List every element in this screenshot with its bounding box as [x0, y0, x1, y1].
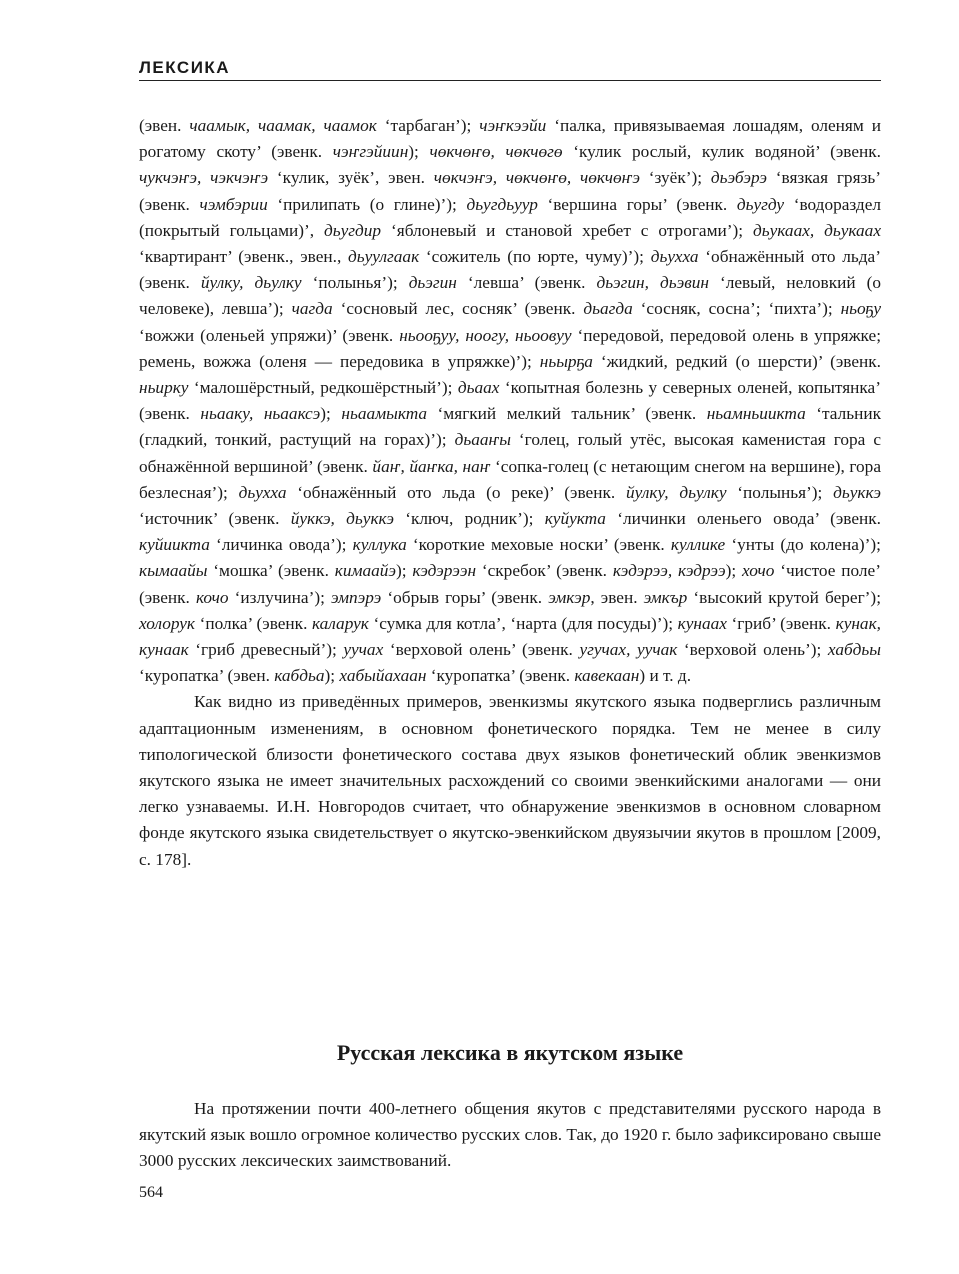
italic-term: чөкчөҥө, чөкчөгө — [429, 142, 563, 162]
text-run: ‘ключ, родник’); — [394, 509, 545, 529]
paragraph-intro: На протяжении почти 400-летнего общения якутов с представителями русского народа в якутский язык вошло огромное количество русских слов. Так, до 1920 г. было зафиксировано свыше 3000 русских лексических заимствований. — [139, 1099, 881, 1171]
italic-term: хабдьы — [827, 640, 881, 660]
italic-term: йулку, дьулку — [200, 273, 302, 293]
italic-term: куйиикта — [139, 535, 210, 555]
text-run: ); — [408, 142, 430, 162]
italic-term: йаҥ, йаҥка, наҥ — [372, 456, 491, 476]
italic-term: дьааҥы — [454, 430, 511, 450]
text-run: ‘мягкий мелкий тальник’ (эвенк. — [427, 404, 707, 424]
text-run: ‘левша’ (эвенк. — [456, 273, 597, 293]
italic-term: кунак, кунаак — [139, 613, 881, 660]
text-run: ‘унты (до колена)’); — [725, 535, 881, 555]
italic-term: дьугдир — [324, 220, 382, 240]
italic-term: кэдэрээ, кэдрээ — [612, 561, 726, 581]
text-run: ‘верховой олень’ (эвенк. — [383, 640, 580, 660]
text-run: ‘вязкая грязь’ (эвенк. — [139, 168, 881, 214]
italic-term: йуккэ, дьуккэ — [290, 509, 394, 529]
text-run: ‘скребок’ (эвенк. — [476, 561, 613, 581]
italic-term: холорук — [139, 613, 196, 633]
text-run: ‘полынья’); — [726, 482, 834, 502]
italic-term: хочо — [742, 561, 775, 581]
text-run: ‘верховой олень’); — [677, 640, 828, 660]
text-run: ‘тальник (гладкий, тонкий, растущий на горах)’); — [139, 404, 881, 450]
text-run: ‘сопка-голец (с нетающим снегом на вершине), гора безлесная’); — [139, 456, 881, 502]
text-run: ‘куропатка’ (эвен. — [139, 666, 275, 686]
italic-term: ньооҕуу, ноогу, ньоовуу — [399, 325, 572, 345]
italic-term: дьукаах, дьукаах — [753, 220, 881, 240]
text-run: ‘палка, привязываемая лошадям, оленям и рогатому скоту’ (эвенк. — [139, 116, 881, 162]
text-run: ‘обрыв горы’ (эвенк. — [381, 587, 549, 607]
italic-term: ньааку, ньааксэ — [200, 404, 321, 424]
text-run: ‘прилипать (о глине)’); — [267, 194, 467, 214]
main-text — [139, 113, 881, 873]
italic-term: дьугду — [736, 194, 785, 214]
text-run: ‘гриб древесный’); — [188, 640, 344, 660]
italic-term: ньаамыкта — [341, 404, 428, 424]
text-run: ‘короткие меховые носки’ (эвенк. — [406, 535, 671, 555]
text-run: ‘жидкий, редкий (о шерсти)’ (эвенк. — [592, 351, 881, 371]
italic-term: эмкър — [643, 587, 688, 607]
text-run: ); — [396, 561, 413, 581]
italic-term: дьэгин, дьэвин — [596, 273, 709, 293]
italic-term: дьугдьуур — [466, 194, 538, 214]
text-run: ‘квартирант’ (эвенк., эвен., — [139, 247, 349, 267]
italic-term: ньырҕа — [539, 351, 593, 371]
text-run: ‘кулик, зуёк’, эвен. — [268, 168, 434, 188]
text-run: ); — [320, 404, 342, 424]
text-run: ‘кулик рослый, кулик водяной’ (эвенк. — [562, 142, 881, 162]
text-run: ‘излучина’); — [228, 587, 331, 607]
italic-term: дьэбэрэ — [710, 168, 767, 188]
text-run: ‘передовой, передовой олень в упряжке; ремень, вожжа (оленя — передовика в упряжке)’); — [139, 325, 881, 371]
italic-term: чэҥкээйи — [479, 116, 547, 135]
text-run: ); — [725, 561, 743, 581]
italic-term: куллука — [352, 535, 407, 555]
italic-term: чэмбэрии — [199, 194, 268, 214]
italic-term: куллике — [670, 535, 726, 555]
italic-term: дьуккэ — [833, 482, 881, 502]
italic-term: эмкэр — [548, 587, 591, 607]
text-run: ); — [324, 666, 340, 686]
text-run: ‘куропатка’ (эвенк. — [426, 666, 575, 686]
italic-term: кимаайэ — [334, 561, 397, 581]
text-run: ‘полка’ (эвенк. — [195, 613, 313, 633]
page-number: 564 — [139, 1184, 163, 1201]
text-run: ‘зуёк’); — [639, 168, 711, 188]
italic-term: дьухха — [650, 247, 699, 267]
text-run: ‘полынья’); — [301, 273, 409, 293]
text-run: ‘мошка’ (эвенк. — [207, 561, 335, 581]
text-run: ‘малошёрстный, редкошёрстный’); — [188, 378, 458, 398]
text-run: ‘сосновый лес, сосняк’ (эвенк. — [332, 299, 584, 319]
italic-term: чөкчэҥэ, чөкчөҥө, чөкчөҥэ — [433, 168, 640, 188]
text-run: ‘личинка овода’); — [209, 535, 353, 555]
italic-term: дьэгин — [408, 273, 457, 293]
text-run: ‘личинки оленьего овода’ (эвенк. — [605, 509, 881, 529]
section-text — [139, 1096, 881, 1175]
text-run: ‘левый, неловкий (о человеке), левша’); — [139, 273, 881, 319]
text-run: ‘сумка для котла’, ‘нарта (для посуды)’); — [368, 613, 678, 633]
text-run: ‘вожжи (оленьей упряжи)’ (эвенк. — [139, 325, 400, 345]
italic-term: чаамык, чаамак, чаамок — [189, 116, 377, 135]
italic-term: кочо — [195, 587, 229, 607]
text-run: ‘сосняк, сосна’; ‘пихта’); — [632, 299, 841, 319]
text-run: ) и т. д. — [639, 666, 692, 686]
text-run: ‘водораздел (покрытый гольцами)’, — [139, 194, 882, 240]
text-run: ‘источник’ (эвенк. — [139, 509, 291, 529]
text-run: ‘гриб’ (эвенк. — [726, 613, 836, 633]
italic-term: кунаах — [677, 613, 727, 633]
text-run: ‘высокий крутой берег’); — [687, 587, 881, 607]
section-title: Русская лексика в якутском языке — [336, 1040, 684, 1065]
italic-term: уучах — [343, 640, 384, 660]
italic-term: куйукта — [544, 509, 606, 529]
italic-term: хабыйахаан — [339, 666, 427, 686]
italic-term: кымаайы — [139, 561, 208, 581]
text-run: ‘вершина горы’ (эвенк. — [537, 194, 737, 214]
italic-term: дьаах — [457, 378, 500, 398]
italic-term: дьухха — [238, 482, 287, 502]
text-run: (эвен. — [139, 116, 190, 135]
italic-term: чэҥгэйиин — [332, 142, 409, 162]
italic-term: ньоҕу — [840, 299, 881, 319]
italic-term: кабдьа — [274, 666, 325, 686]
italic-term: йулку, дьулку — [625, 482, 727, 502]
text-run: ‘чистое поле’ (эвенк. — [139, 561, 881, 607]
italic-term: кэдэрээн — [412, 561, 477, 581]
text-run: ‘яблоневый и становой хребет с отрогами’); — [381, 220, 753, 240]
italic-term: кавекаан — [574, 666, 640, 686]
italic-term: чагда — [291, 299, 333, 319]
text-run: ‘тарбаган’); — [376, 116, 480, 135]
text-run: , эвен. — [590, 587, 644, 607]
italic-term: ньамньиикта — [706, 404, 806, 424]
italic-term: чукчэҥэ, чэкчэҥэ — [139, 168, 269, 188]
text-run: ‘голец, голый утёс, высокая каменистая гора с обнажённой вершиной’ (эвенк. — [139, 430, 881, 476]
italic-term: дьуулгаак — [348, 247, 420, 267]
header-rule — [139, 80, 881, 81]
text-run: ‘обнажённый ото льда (о реке)’ (эвенк. — [286, 482, 626, 502]
text-run: ‘сожитель (по юрте, чуму)’); — [419, 247, 651, 267]
italic-term: ньирку — [139, 378, 189, 398]
italic-term: дьагда — [583, 299, 633, 319]
italic-term: угучах, уучак — [579, 640, 678, 660]
running-head: ЛЕКСИКА — [139, 58, 231, 77]
paragraph-examples — [139, 113, 881, 689]
text-run: ‘обнажённый ото льда’ (эвенк. — [139, 247, 881, 293]
italic-term: каларук — [312, 613, 369, 633]
paragraph-conclusion: Как видно из приведённых примеров, эвенкизмы якутского языка подверглись различным адаптационным изменениям, в основном фонетического порядка. Тем не менее в силу типологической близости фонетического состава двух языков фонетический облик эвенкизмов якутского языка не имеет значительных расхождений со своими эвенкийскими аналогами — они легко узнаваемы. И.Н. Новгородов считает, что обнаружение эвенкизмов в основном словарном фонде якутского языка свидетельствует о якутско-эвенкийском двуязычии якутов в прошлом [2009, с. 178]. — [139, 692, 881, 869]
text-run: ‘копытная болезнь у северных оленей, копытянка’ (эвенк. — [139, 378, 881, 424]
italic-term: эмпэрэ — [331, 587, 382, 607]
